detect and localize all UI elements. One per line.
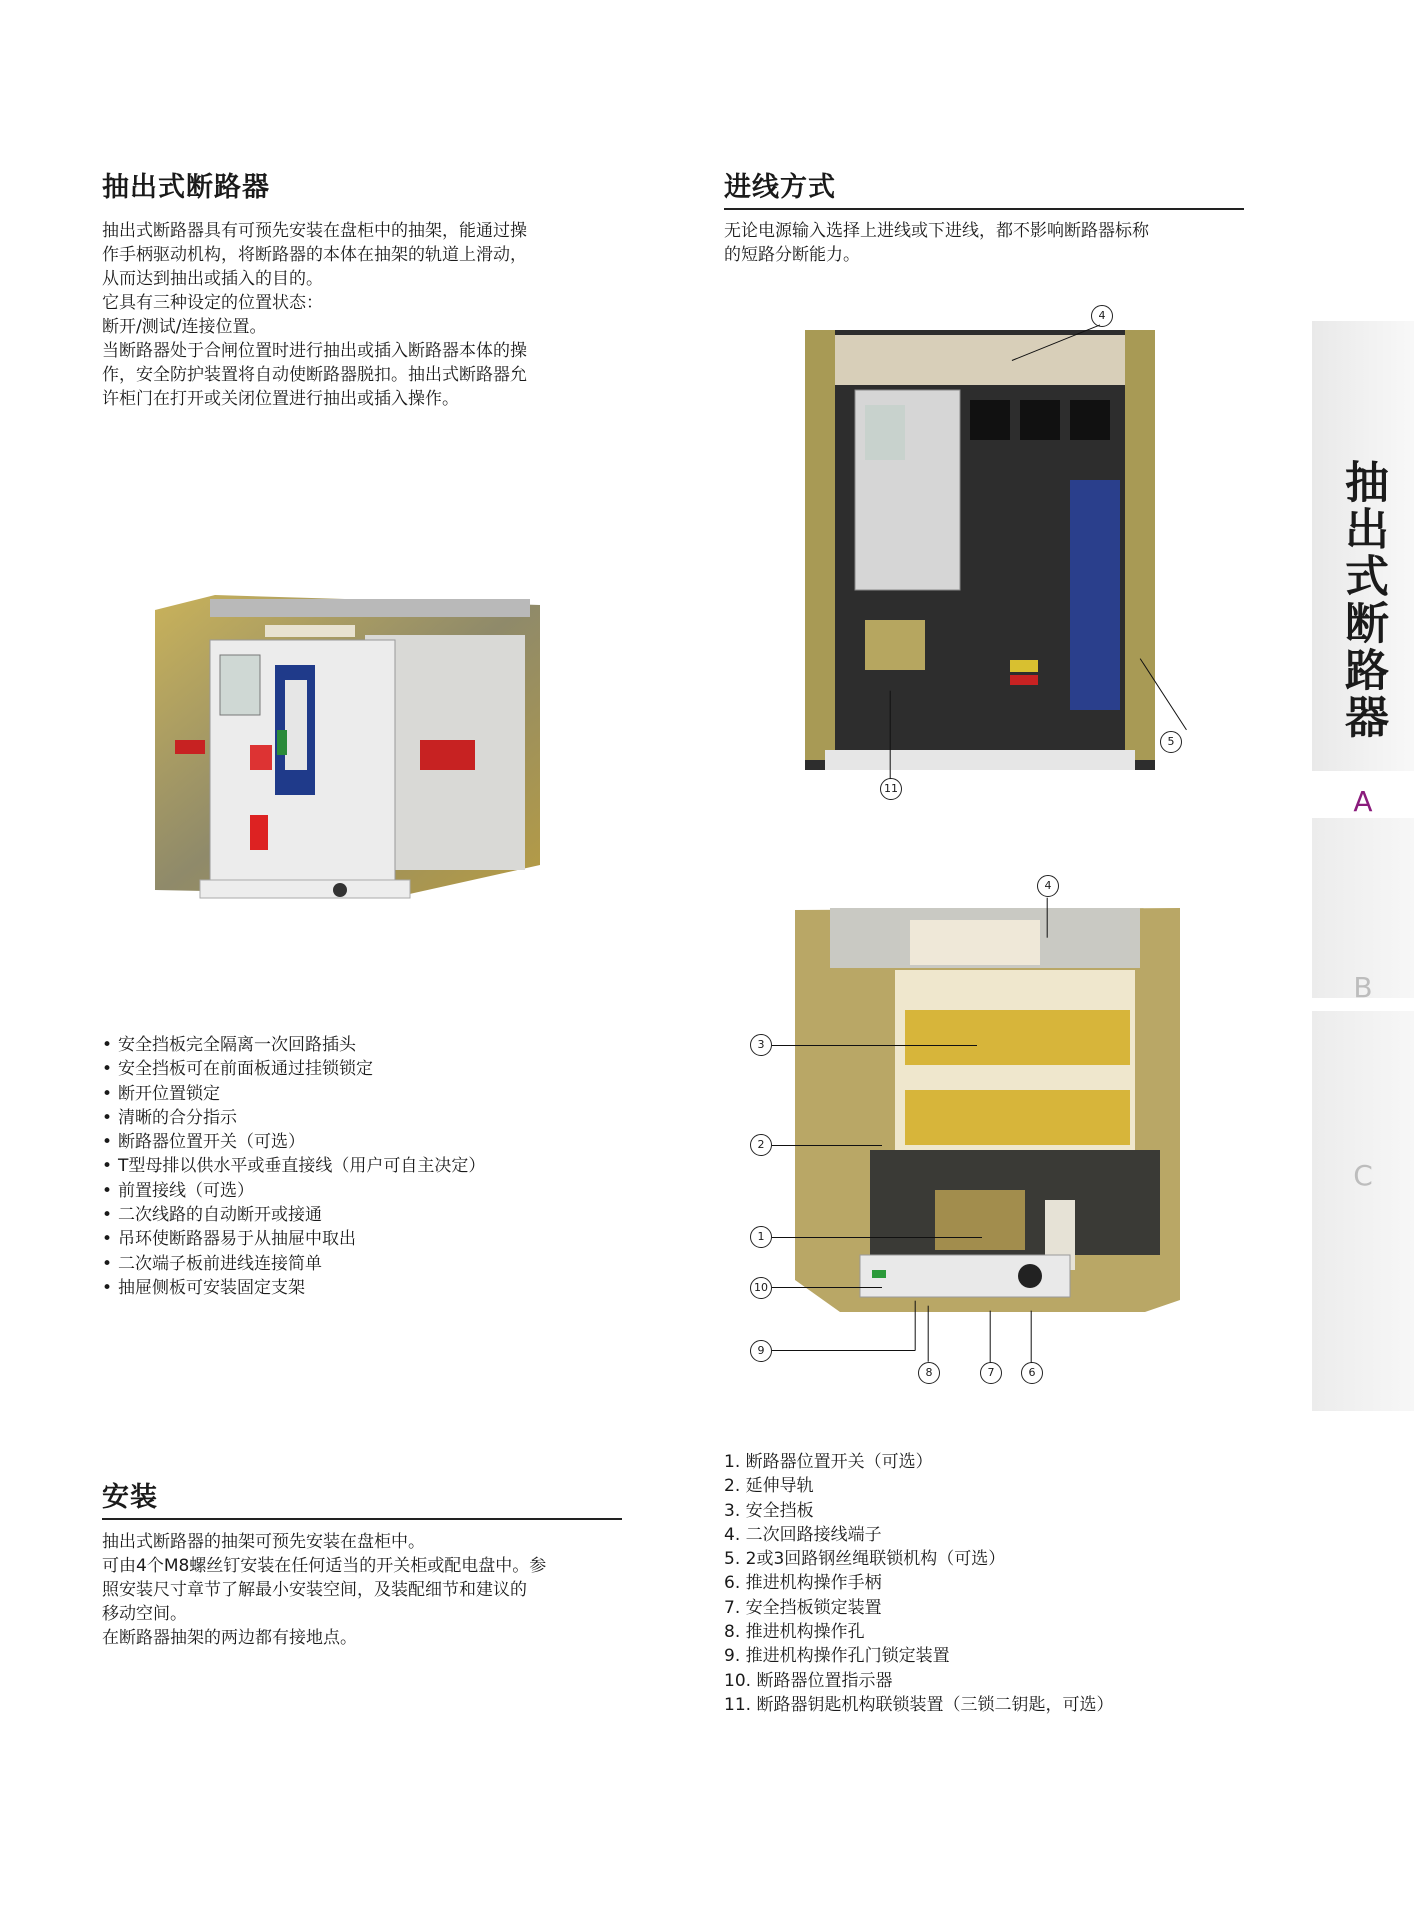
breaker-front-photo [155, 595, 545, 900]
leader-line [772, 1045, 977, 1046]
list-item: 4. 二次回路接线端子 [724, 1524, 882, 1545]
callout-11: 11 [880, 778, 902, 800]
callout-4: 4 [1091, 305, 1113, 327]
tab-c-panel[interactable] [1312, 1011, 1414, 1411]
section-title-install: 安装 [102, 1475, 622, 1520]
drawout-intro-text: 抽出式断路器具有可预先安装在盘柜中的抽架，能通过操 作手柄驱动机构，将断路器的本体在抽架的轨道上滑动， 从而达到抽出或插入的目的。 它具有三种设定的位置状态： 断开/测试/连接位置。 当断路器处于合闸位置时进行抽出或插入断路器本体的操 作，安全防护装置将自动使断路器脱扣。抽出式断路器允 许柜门在打开或关闭位置进行抽出或插入操作。 [102, 221, 527, 409]
list-item: • 二次端子板前进线连接简单 [102, 1252, 622, 1276]
list-item: 8. 推进机构操作孔 [724, 1622, 865, 1643]
leader-line [1030, 1311, 1031, 1363]
leader-line [1046, 898, 1047, 938]
callout-3: 3 [750, 1034, 772, 1056]
list-item: • 断路器位置开关（可选） [102, 1130, 622, 1154]
parts-legend [724, 1450, 1284, 1717]
leader-line [989, 1311, 990, 1363]
list-item: • 断开位置锁定 [102, 1082, 622, 1106]
leader-line [772, 1145, 882, 1146]
list-item: 11. 断路器钥匙机构联锁装置（三锁二钥匙，可选） [724, 1694, 1114, 1715]
leader-line [927, 1306, 928, 1362]
list-item: • T型母排以供水平或垂直接线（用户可自主决定） [102, 1154, 622, 1178]
callout-4: 4 [1037, 875, 1059, 897]
leader-line [914, 1301, 915, 1351]
tab-b[interactable]: B [1353, 971, 1373, 1004]
section-title-drawout: 抽出式断路器 [102, 172, 270, 203]
list-item: 6. 推进机构操作手柄 [724, 1573, 882, 1594]
leader-line [772, 1350, 915, 1351]
list-item: 9. 推进机构操作孔门锁定装置 [724, 1646, 950, 1667]
breaker-internal-photo [805, 330, 1155, 770]
callout-9: 9 [750, 1340, 772, 1362]
feature-list [102, 1033, 622, 1300]
tab-c[interactable]: C [1353, 1159, 1373, 1192]
list-item: 7. 安全挡板锁定装置 [724, 1597, 882, 1618]
list-item: • 前置接线（可选） [102, 1179, 622, 1203]
list-item: • 清晰的合分指示 [102, 1106, 622, 1130]
callout-10: 10 [750, 1277, 772, 1299]
chapter-title-vertical: 抽出式断路器 [1337, 459, 1388, 741]
list-item: • 抽屉侧板可安装固定支架 [102, 1276, 622, 1300]
callout-2: 2 [750, 1134, 772, 1156]
section-title-incoming: 进线方式 [724, 165, 1244, 210]
incoming-intro-text: 无论电源输入选择上进线或下进线，都不影响断路器标称 的短路分断能力。 [724, 221, 1149, 265]
list-item: • 二次线路的自动断开或接通 [102, 1203, 622, 1227]
callout-8: 8 [918, 1362, 940, 1384]
drawout-cradle-photo [790, 900, 1185, 1320]
list-item: • 安全挡板完全隔离一次回路插头 [102, 1033, 622, 1057]
leader-line [772, 1287, 882, 1288]
list-item: • 吊环使断路器易于从抽屉中取出 [102, 1227, 622, 1251]
chapter-tabs [1312, 321, 1414, 1411]
callout-5: 5 [1160, 731, 1182, 753]
list-item: 5. 2或3回路钢丝绳联锁机构（可选） [724, 1549, 1006, 1570]
list-item: 10. 断路器位置指示器 [724, 1670, 893, 1691]
callout-1: 1 [750, 1226, 772, 1248]
callout-7: 7 [980, 1362, 1002, 1384]
list-item: 1. 断路器位置开关（可选） [724, 1452, 933, 1472]
callout-6: 6 [1021, 1362, 1043, 1384]
list-item: 3. 安全挡板 [724, 1500, 814, 1521]
list-item: 2. 延伸导轨 [724, 1476, 814, 1497]
leader-line [772, 1237, 982, 1238]
tab-a[interactable]: A [1353, 785, 1373, 818]
tab-a-panel[interactable] [1312, 321, 1414, 771]
install-text: 抽出式断路器的抽架可预先安装在盘柜中。 可由4个M8螺丝钉安装在任何适当的开关柜或配电盘中。参 照安装尺寸章节了解最小安装空间，及装配细节和建议的 移动空间。 在断路器抽架的两边都有接地点。 [102, 1532, 547, 1648]
list-item: • 安全挡板可在前面板通过挂锁锁定 [102, 1057, 622, 1081]
leader-line [889, 691, 890, 779]
